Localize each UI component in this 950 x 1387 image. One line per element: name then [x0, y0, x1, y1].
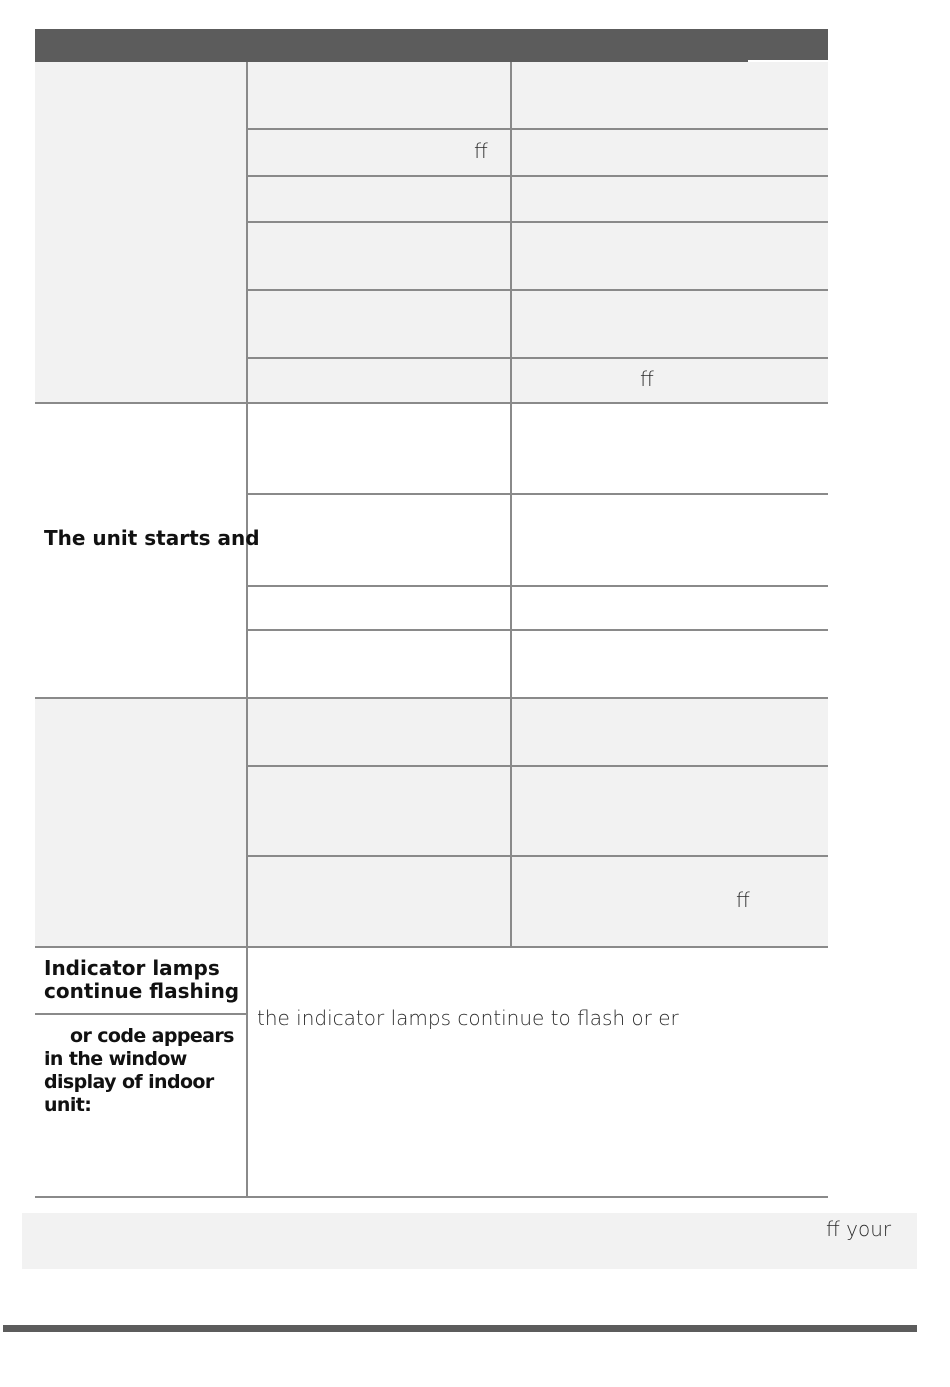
- row-group-3-background: [35, 698, 828, 946]
- label-split-divider: [35, 1013, 247, 1015]
- row-divider: [247, 765, 828, 767]
- group-divider: [35, 402, 828, 404]
- footer-bar: [3, 1325, 917, 1332]
- cell-text-fragment: ff: [474, 139, 488, 163]
- cell-text-fragment: ff: [736, 888, 750, 912]
- row-label-code-appears: or code appears in the window display of indoor unit:: [44, 1025, 234, 1116]
- cell-text-fragment: ff: [640, 367, 654, 391]
- row-divider: [247, 221, 828, 223]
- column-divider-2: [510, 62, 512, 947]
- row-divider: [247, 128, 828, 130]
- row-group-1-background: [35, 62, 828, 403]
- row-label-unit-starts: The unit starts and: [44, 526, 260, 550]
- table-header-bar: [35, 29, 828, 62]
- row-divider: [247, 175, 828, 177]
- row-divider: [247, 357, 828, 359]
- table-bottom-line: [35, 1196, 828, 1198]
- group-divider: [35, 946, 828, 948]
- note-box: [22, 1213, 917, 1269]
- row-divider: [247, 493, 828, 495]
- group-divider: [35, 697, 828, 699]
- row-divider: [247, 289, 828, 291]
- row-divider: [247, 585, 828, 587]
- row-divider: [247, 855, 828, 857]
- row-label-indicator-lamps: Indicator lamps continue flashing: [44, 956, 240, 1003]
- row-divider: [247, 629, 828, 631]
- row-description-text: the indicator lamps continue to flash or er: [257, 1006, 679, 1030]
- note-text: ff your: [826, 1217, 892, 1241]
